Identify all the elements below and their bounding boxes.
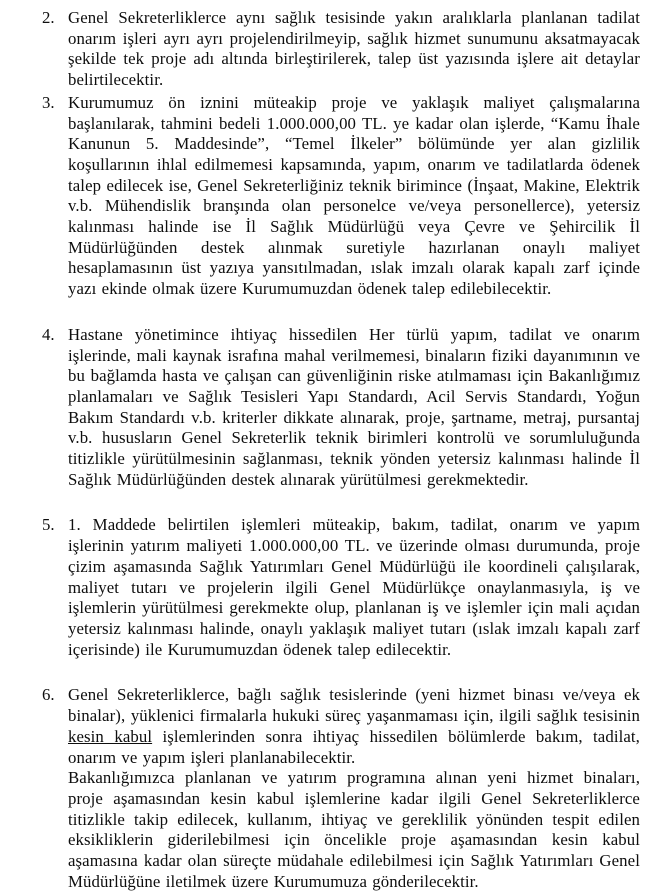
text-segment: Genel Sekreterliklerce, bağlı sağlık tesislerinde (yeni hizmet binası ve/veya ek binalar), yüklenici firmalarla hukuki süreç yaşanmaması için, ilgili sağlık tesisinin	[68, 685, 640, 726]
list-item-6	[42, 685, 640, 892]
item-text: Kurumumuz ön iznini müteakip proje ve yaklaşık maliyet çalışmalarına başlanılarak, tahmini bedeli 1.000.000,00 TL. ye kadar olan işlerde, “Kamu İhale Kanunun 5. Maddesinde”, “Temel İlkeler” bölümünde yer alan gizlilik koşullarının ihlal edilmemesi kapsamında, yapım, onarım ve tadilatlarda ödenek talep edilecek ise, Genel Sekreterliğiniz teknik birimince (İnşaat, Makine, Elektrik v.b. Mühendislik branşında olan personelce ve/veya personellerce), yetersiz kalınması halinde ise İl Sağlık Müdürlüğü veya Çevre ve Şehircilik İl Müdürlüğünden destek alınmak suretiyle hazırlanan onaylı maliyet hesaplamasının üst yazıya yansıtılmadan, ıslak imzalı olarak kapalı zarf içinde yazı ekinde olmak üzere Kurumumuzdan ödenek talep edilebilecektir.	[68, 92, 640, 299]
item-paragraph-1	[68, 685, 640, 768]
item-text: 1. Maddede belirtilen işlemleri müteakip, bakım, tadilat, onarım ve yapım işlerinin yatırım maliyeti 1.000.000,00 TL. ve üzerinde olması durumunda, proje çizim aşamasında Sağlık Yatırımları Genel Müdürlüğü ile koordineli çalışılarak, maliyet tutarı ve projelerin ilgili Genel Müdürlükçe onaylanmasıyla, iş ve işlemlerin yürütülmesi gerekmekte olup, planlanan iş ve işlemler için mali açıdan yetersiz kalınması halinde, onaylı yaklaşık maliyet tutarı (ıslak imzalı kapalı zarf içerisinde) ile Kurumumuzdan ödenek talep edilecektir.	[68, 515, 640, 659]
item-number: 4.	[42, 324, 55, 344]
item-text	[68, 685, 640, 892]
list-item-3	[42, 93, 640, 300]
item-number: 6.	[42, 685, 55, 705]
text-segment: işlemlerinden sonra ihtiyaç hissedilen bölümlerde bakım, tadilat, onarım ve yapım işleri planlanabilecektir.	[68, 726, 640, 767]
item-paragraph-2: Bakanlığımızca planlanan ve yatırım programına alınan yeni hizmet binaları, proje aşamasından kesin kabul işlemlerine kadar ilgili Genel Sekreterliklerce titizlikle takip edilecek, kullanım, ihtiyaç ve gereklilik yönünden tespit edilen eksikliklerin giderilebilmesi için öncelikle proje aşamasından kesin kabul aşamasına kadar olan süreçte müdahale edilebilmesi için Sağlık Yatırımları Genel Müdürlüğüne iletilmek üzere Kurumumuza gönderilecektir.	[68, 768, 640, 891]
list-item-5	[42, 515, 640, 660]
item-number: 3.	[42, 92, 55, 112]
underlined-text: kesin kabul	[68, 726, 153, 746]
list-item-2	[42, 8, 640, 91]
list-item-4	[42, 325, 640, 491]
item-text: Genel Sekreterliklerce aynı sağlık tesisinde yakın aralıklarla planlanan tadilat onarım işleri ayrı ayrı projelendirilmeyip, sağlık hizmet sunumunu aksatmayacak şekilde tek proje adı altında birleştirilerek, talep üst yazısında işlere ait detaylar belirtilecektir.	[68, 8, 640, 90]
item-text: Hastane yönetimince ihtiyaç hissedilen Her türlü yapım, tadilat ve onarım işlerinde, mali kaynak israfına mahal verilmemesi, binaların fiziki dayanımının ve bu bağlamda hasta ve çalışan can güvenliğinin riske atılmaması için Bakanlığımız planlamaları ve Sağlık Tesisleri Yapı Standardı, Acil Servis Standardı, Yoğun Bakım Standardı v.b. kriterler dikkate alınarak, proje, şartname, metraj, pursantaj v.b. hususların Genel Sekreterlik teknik birimleri kontrolü ve sorumluluğunda titizlikle yürütülmesinin sağlanması, teknik yönden yetersiz kalınması halinde İl Sağlık Müdürlüğünden destek alınarak yürütülmesi gerekmektedir.	[68, 324, 640, 489]
item-number: 5.	[42, 515, 55, 535]
item-number: 2.	[42, 8, 55, 27]
